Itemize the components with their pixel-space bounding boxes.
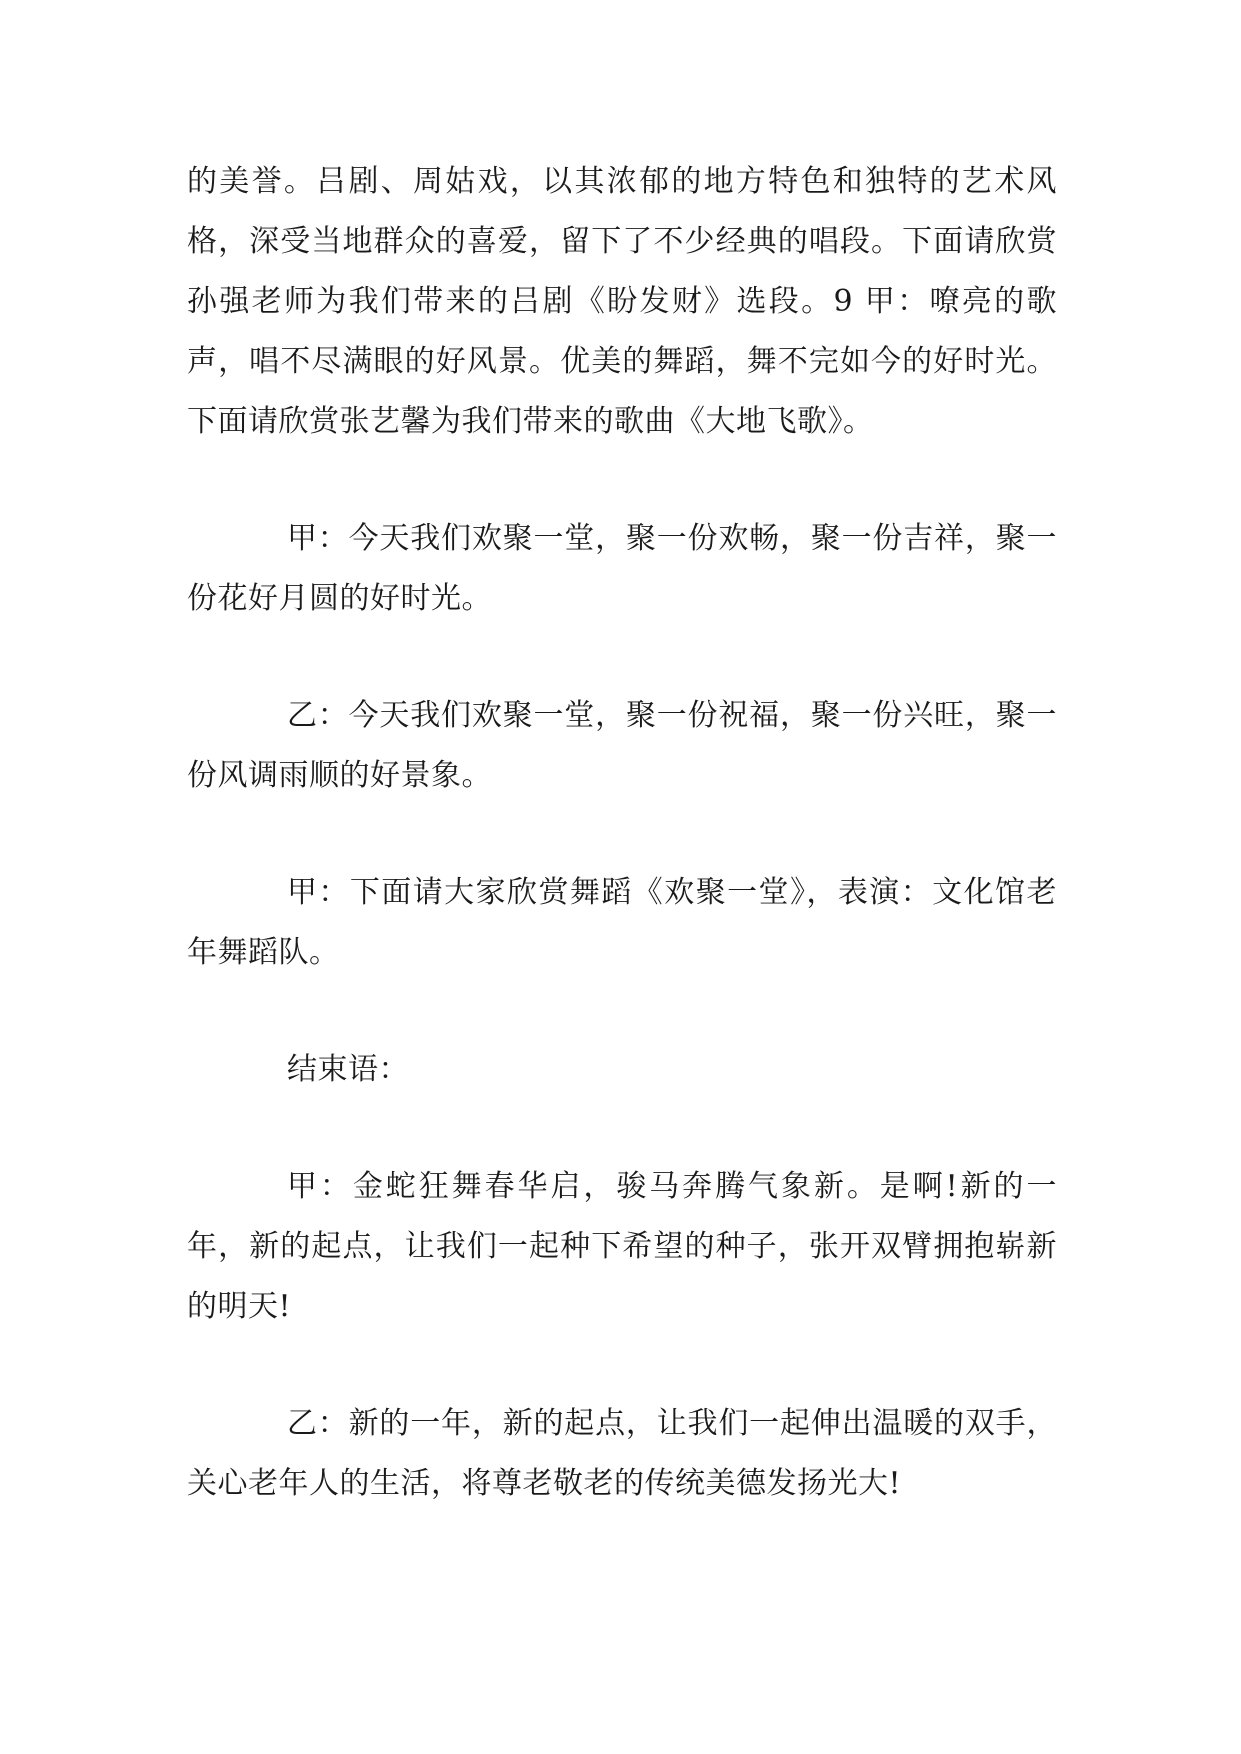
- paragraph-continuation: 的美誉。吕剧、周姑戏，以其浓郁的地方特色和独特的艺术风格，深受当地群众的喜爱，留下了不少经典的唱段。下面请欣赏孙强老师为我们带来的吕剧《盼发财》选段。9 甲：嘹亮的歌声，唱不尽满眼的好风景。优美的舞蹈，舞不完如今的好时光。下面请欣赏张艺馨为我们带来的歌曲《大地飞歌》。: [187, 164, 1057, 439]
- paragraph-jia-3: 甲：金蛇狂舞春华启，骏马奔腾气象新。是啊!新的一年，新的起点，让我们一起种下希望的种子，张开双臂拥抱崭新的明天!: [187, 1169, 1057, 1324]
- closing-heading: 结束语：: [287, 1052, 409, 1087]
- paragraph-jia-1: 甲：今天我们欢聚一堂，聚一份欢畅，聚一份吉祥，聚一份花好月圆的好时光。: [187, 521, 1057, 616]
- paragraph-jia-2: 甲：下面请大家欣赏舞蹈《欢聚一堂》，表演：文化馆老年舞蹈队。: [187, 875, 1057, 970]
- paragraph-yi-2: 乙：新的一年，新的起点，让我们一起伸出温暖的双手，关心老年人的生活，将尊老敬老的传统美德发扬光大!: [187, 1406, 1057, 1501]
- paragraph-yi-1: 乙：今天我们欢聚一堂，聚一份祝福，聚一份兴旺，聚一份风调雨顺的好景象。: [187, 698, 1057, 793]
- document-body: [187, 152, 1057, 1514]
